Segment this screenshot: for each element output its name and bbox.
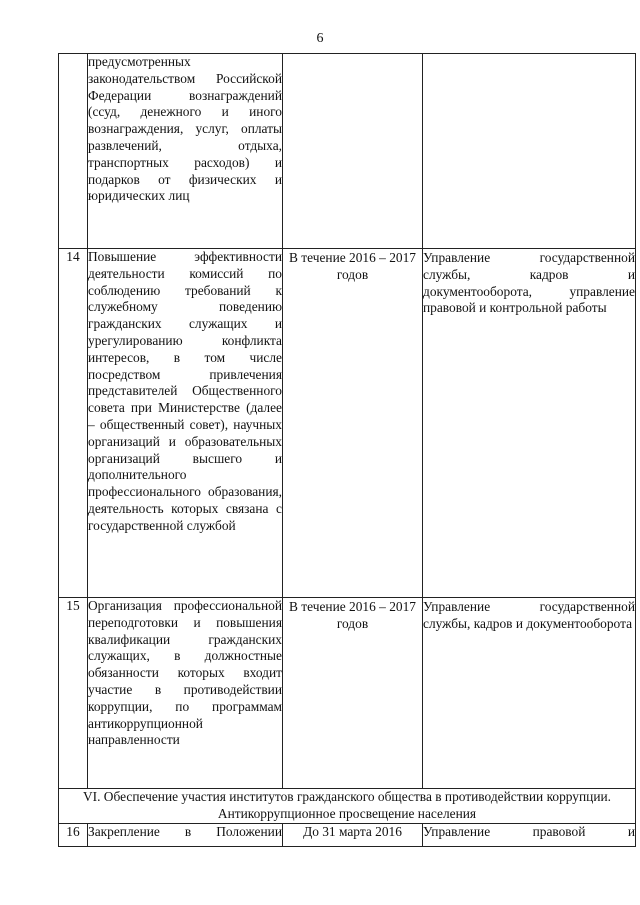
measure-description: Закрепление в Положении (88, 823, 283, 846)
measure-term: В течение 2016 – 2017 годов (289, 250, 416, 282)
measure-responsible: Управление государственной службы, кадров и документооборота, управление правовой и контрольной работы (423, 250, 635, 316)
page-number: 6 (316, 31, 324, 46)
row-number: 14 (59, 249, 88, 598)
measure-responsible (423, 54, 636, 249)
measure-term (283, 54, 423, 249)
table-row (59, 249, 636, 598)
table-row (59, 54, 636, 249)
row-number: 15 (59, 598, 88, 789)
measure-term: В течение 2016 – 2017 годов (289, 599, 416, 631)
measure-description: Организация профессиональной переподготовки и повышения квалификации гражданских служащих, в должностные обязанности которых входит участие в противодействии коррупции, по программам антикоррупционной направленности (88, 598, 283, 789)
measures-table (58, 53, 636, 847)
measure-responsible: Управление правовой и (423, 823, 636, 846)
section-row (59, 789, 636, 824)
measure-term: До 31 марта 2016 (283, 823, 423, 846)
table-row (59, 598, 636, 789)
section-heading: VI. Обеспечение участия институтов гражданского общества в противодействии коррупции. Антикоррупционное просвещение населения (59, 789, 636, 824)
measure-description: предусмотренных законодательством Российской Федерации вознаграждений (ссуд, денежного и иного вознаграждения, услуг, оплаты развлечений, отдыха, транспортных расходов) и подарков от физических и юридических лиц (88, 54, 283, 249)
table-row (59, 823, 636, 846)
row-number: 16 (59, 823, 88, 846)
measure-description: Повышение эффективности деятельности комиссий по соблюдению требований к служебному поведению гражданских служащих и урегулированию конфликта интересов, в том числе посредством привлечения представителей Общественного совета при Министерстве (далее – общественный совет), научных организаций и образовательных организаций высшего и дополнительного профессионального образования, деятельность которых связана с государственной службой (88, 249, 283, 598)
row-number (59, 54, 88, 249)
measure-responsible: Управление государственной службы, кадров и документооборота (423, 599, 635, 631)
